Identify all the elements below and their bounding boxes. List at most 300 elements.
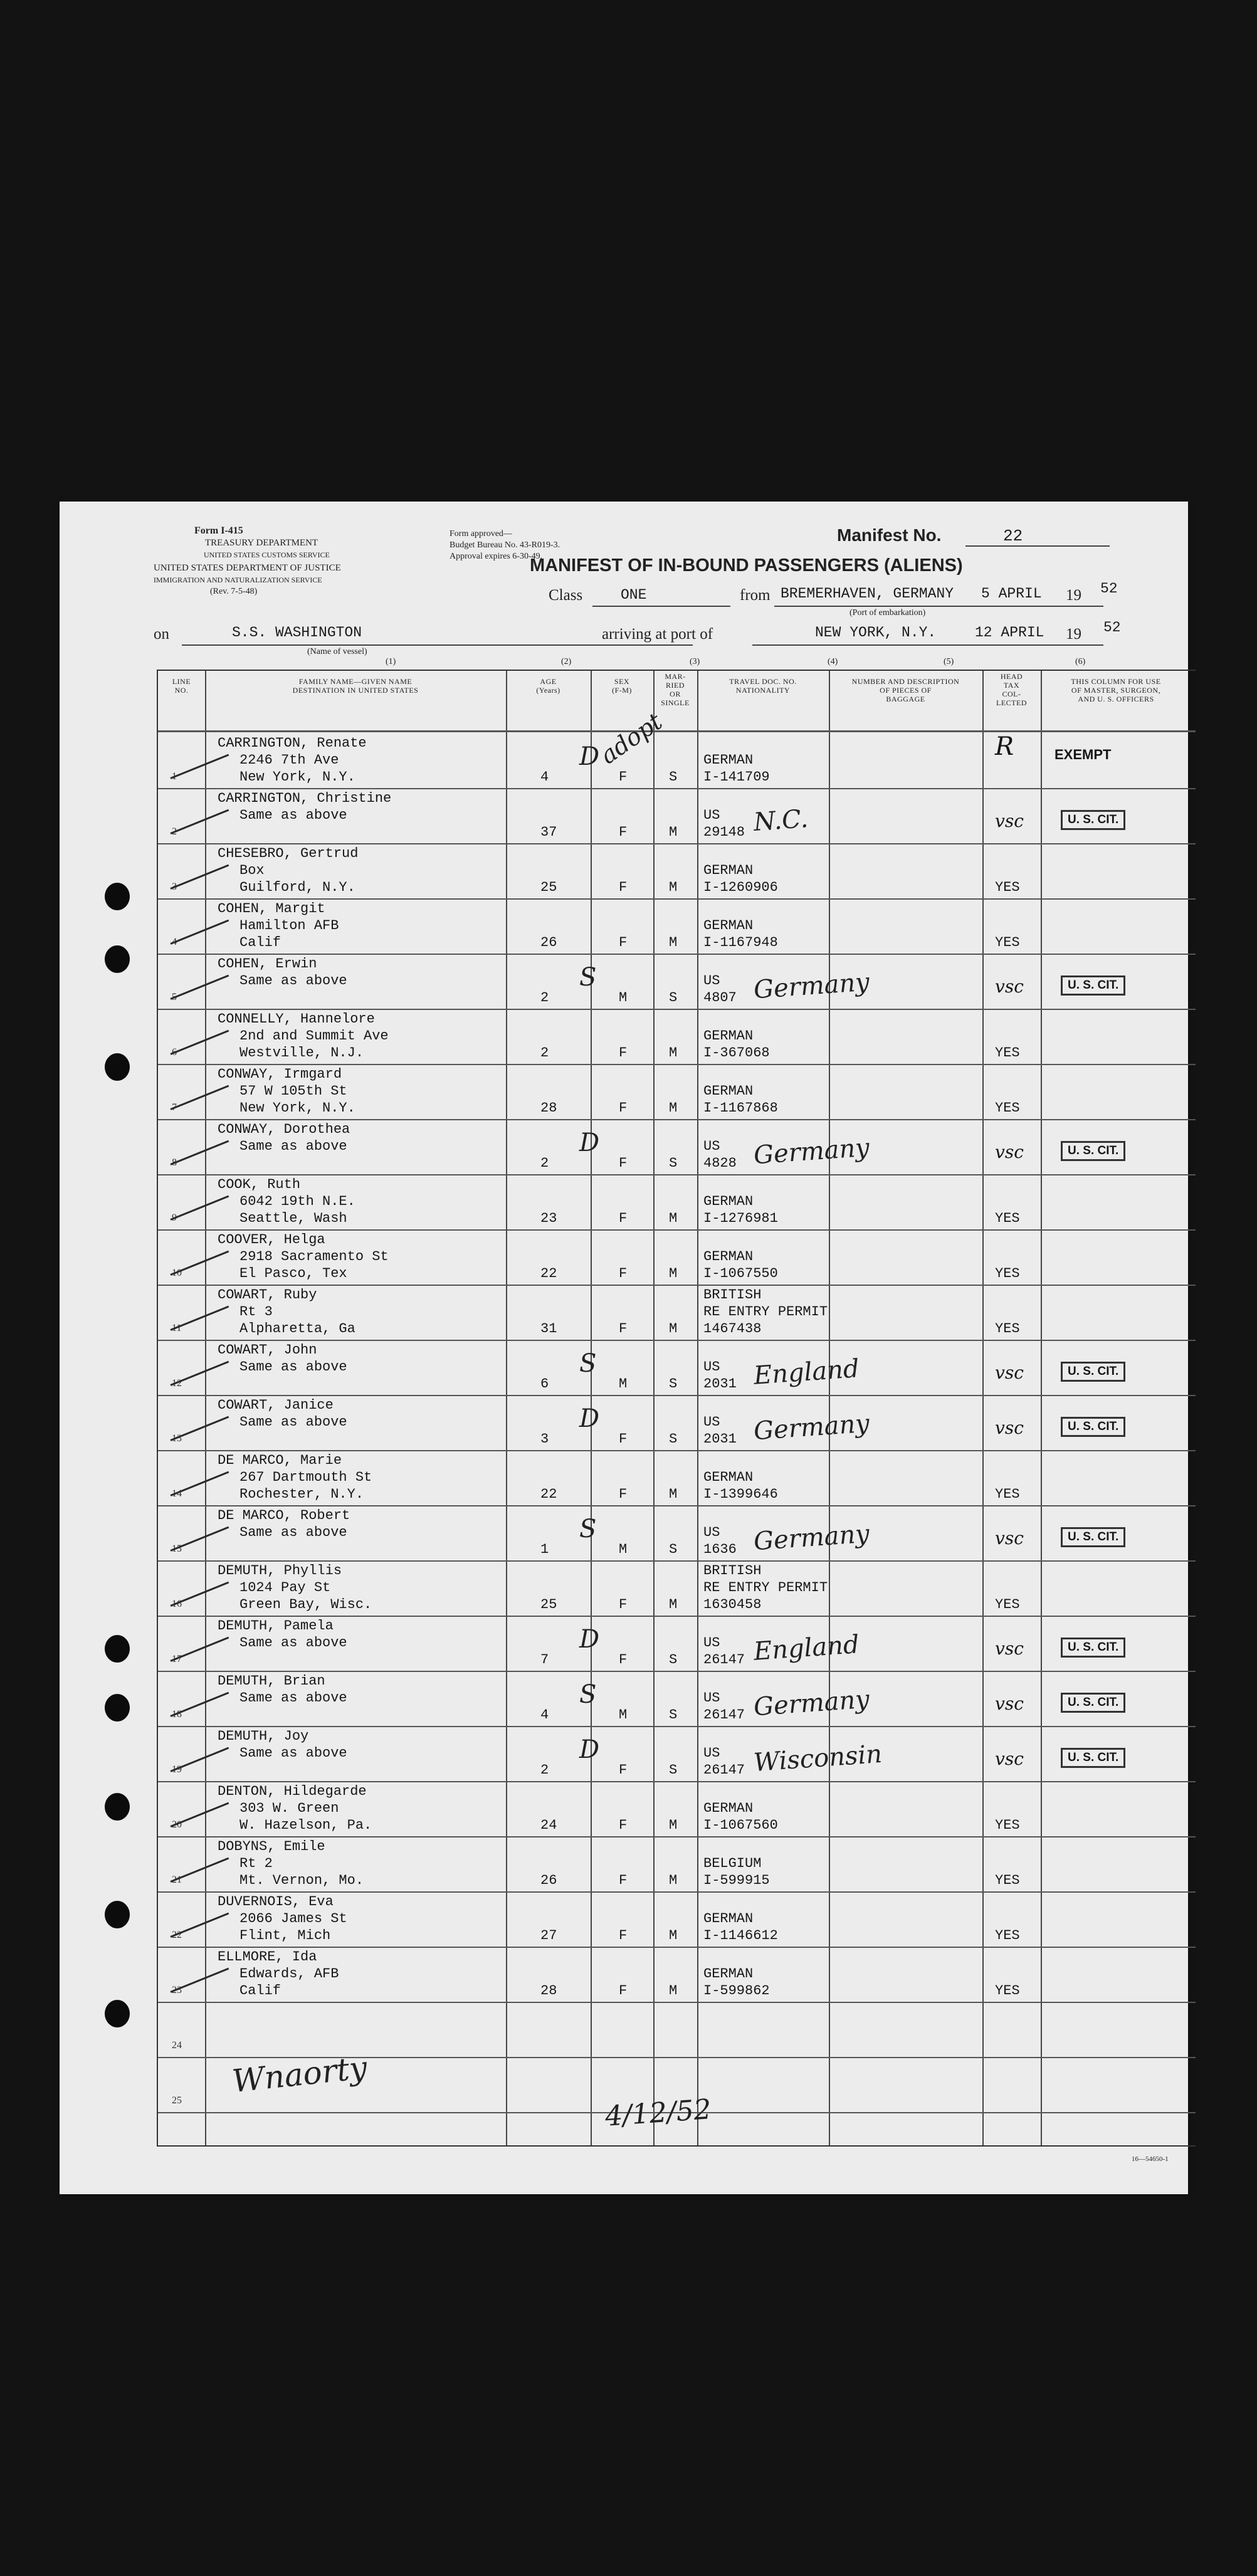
check-mark-icon <box>170 1030 229 1055</box>
handwritten-note: England <box>752 1354 860 1391</box>
table-row <box>158 954 1196 1009</box>
dept-treasury: TREASURY DEPARTMENT <box>205 538 318 548</box>
check-mark-icon <box>170 1140 229 1165</box>
sex: F <box>619 1100 628 1116</box>
city-line: New York, N.Y. <box>239 769 355 785</box>
sex: F <box>619 1431 628 1447</box>
table-row <box>158 1065 1196 1119</box>
arrival-line <box>752 644 1103 646</box>
address-line: 1024 Pay St <box>239 1580 331 1596</box>
address-line: 6042 19th N.E. <box>239 1194 355 1209</box>
marital-status: M <box>669 1928 678 1943</box>
table-row <box>158 1892 1196 1947</box>
passenger-name: COOVER, Helga <box>218 1232 325 1248</box>
city-line: Westville, N.J. <box>239 1045 364 1061</box>
sex: M <box>619 1376 628 1392</box>
sex: F <box>619 1983 628 1999</box>
age: 6 <box>540 1376 549 1392</box>
age: 7 <box>540 1652 549 1668</box>
head-tax: YES <box>995 1597 1020 1612</box>
from-line <box>774 606 1103 607</box>
row-line-no: 2 <box>172 826 177 837</box>
dept-justice-sub: IMMIGRATION AND NATURALIZATION SERVICE <box>154 576 322 584</box>
handwritten-sex-mark: S <box>579 963 597 992</box>
vessel-name: S.S. WASHINGTON <box>232 624 362 641</box>
row-line-no: 23 <box>172 1985 182 1995</box>
punch-hole <box>105 1793 130 1821</box>
row-line-no: 9 <box>172 1212 177 1223</box>
passenger-name: DOBYNS, Emile <box>218 1839 325 1854</box>
header-officers: THIS COLUMN FOR USE OF MASTER, SURGEON, AND U. S. OFFICERS <box>1071 677 1161 703</box>
row-line-no: 12 <box>172 1378 182 1389</box>
sex: F <box>619 1762 628 1778</box>
nationality: GERMAN <box>703 1801 754 1816</box>
sex: F <box>619 1045 628 1061</box>
nationality: US <box>703 1359 720 1375</box>
punch-hole <box>105 1901 130 1928</box>
nationality: US <box>703 1138 720 1154</box>
arrival-date: 12 APRIL <box>975 624 1044 641</box>
check-mark-icon <box>170 754 229 779</box>
class-value: ONE <box>621 587 647 603</box>
passenger-name: DEMUTH, Phyllis <box>218 1563 342 1579</box>
document-no: 29148 <box>703 824 745 840</box>
marital-status: S <box>669 769 678 785</box>
nationality: GERMAN <box>703 1469 754 1485</box>
head-tax: vsc <box>995 1638 1024 1659</box>
check-mark-icon <box>170 1251 229 1276</box>
arrival-year: 52 <box>1103 619 1121 636</box>
header-travel-doc: TRAVEL DOC. NO. NATIONALITY <box>729 677 797 695</box>
punch-hole <box>105 2000 130 2027</box>
age: 2 <box>540 1045 549 1061</box>
nationality: GERMAN <box>703 1194 754 1209</box>
check-mark-icon <box>170 1196 229 1221</box>
col-number: (6) <box>1075 657 1086 666</box>
us-citizen-stamp: U. S. CIT. <box>1061 975 1125 996</box>
marital-status: M <box>669 1817 678 1833</box>
address-line: Rt 2 <box>239 1856 273 1871</box>
marital-status: S <box>669 1707 678 1723</box>
head-tax: YES <box>995 1100 1020 1116</box>
address-line: Same as above <box>239 973 347 989</box>
row-line-no: 16 <box>172 1599 182 1609</box>
passenger-name: CARRINGTON, Christine <box>218 791 392 806</box>
table-row <box>158 2002 1196 2057</box>
nationality: GERMAN <box>703 1249 754 1264</box>
col-number: (2) <box>561 657 572 666</box>
table-row <box>158 1175 1196 1229</box>
head-tax: vsc <box>995 1417 1024 1438</box>
nationality: US <box>703 1690 720 1706</box>
handwritten-sex-mark: D <box>579 1625 600 1654</box>
head-tax: R <box>995 732 1014 761</box>
dept-justice: UNITED STATES DEPARTMENT OF JUSTICE <box>154 563 341 573</box>
marital-status: M <box>669 1266 678 1281</box>
nationality: US <box>703 973 720 989</box>
sex: F <box>619 880 628 895</box>
document-no: I-1146612 <box>703 1928 778 1943</box>
age: 28 <box>540 1983 557 1999</box>
us-citizen-stamp: U. S. CIT. <box>1061 1638 1125 1658</box>
marital-status: M <box>669 824 678 840</box>
check-mark-icon <box>170 975 229 1000</box>
check-mark-icon <box>170 1416 229 1441</box>
header-head-tax: HEAD TAX COL- LECTED <box>996 672 1027 707</box>
age: 24 <box>540 1817 557 1833</box>
table-row <box>158 1782 1196 1836</box>
sex: F <box>619 1155 628 1171</box>
head-tax: vsc <box>995 1693 1024 1714</box>
sex: F <box>619 1817 628 1833</box>
us-citizen-stamp: U. S. CIT. <box>1061 1748 1125 1768</box>
age: 2 <box>540 990 549 1006</box>
table-row <box>158 1340 1196 1395</box>
table-row <box>158 899 1196 954</box>
age: 22 <box>540 1266 557 1281</box>
handwritten-note: Germany <box>752 1409 871 1446</box>
marital-status: M <box>669 1873 678 1888</box>
document-no: 1636 <box>703 1542 737 1557</box>
row-line-no: 3 <box>172 881 177 892</box>
city-line: El Pasco, Tex <box>239 1266 347 1281</box>
document-no-extra: 1467438 <box>703 1321 762 1337</box>
city-line: Mt. Vernon, Mo. <box>239 1873 364 1888</box>
nationality: GERMAN <box>703 1028 754 1044</box>
officer-note: EXEMPT <box>1055 747 1112 762</box>
punch-hole <box>105 1694 130 1722</box>
check-mark-icon <box>170 1085 229 1110</box>
marital-status: S <box>669 1652 678 1668</box>
manifest-no: 22 <box>1003 527 1023 545</box>
head-tax: YES <box>995 880 1020 895</box>
age: 22 <box>540 1486 557 1502</box>
check-mark-icon <box>170 1858 229 1883</box>
head-tax: YES <box>995 1266 1020 1281</box>
handwritten-sex-mark: D <box>579 1404 600 1433</box>
passenger-name: CARRINGTON, Renate <box>218 735 367 751</box>
arriving-label: arriving at port of <box>602 626 713 643</box>
us-citizen-stamp: U. S. CIT. <box>1061 810 1125 830</box>
address-line: 2918 Sacramento St <box>239 1249 389 1264</box>
address-line: 2nd and Summit Ave <box>239 1028 389 1044</box>
passenger-name: DEMUTH, Joy <box>218 1728 309 1744</box>
document-no: I-1276981 <box>703 1211 778 1226</box>
table-row <box>158 1671 1196 1726</box>
head-tax: YES <box>995 1817 1020 1833</box>
row-line-no: 4 <box>172 937 177 947</box>
address-line: Same as above <box>239 1359 347 1375</box>
table-row <box>158 1506 1196 1560</box>
us-citizen-stamp: U. S. CIT. <box>1061 1362 1125 1382</box>
head-tax: YES <box>995 1983 1020 1999</box>
row-line-no: 18 <box>172 1709 182 1720</box>
city-line: Calif <box>239 1983 281 1999</box>
head-tax: vsc <box>995 1142 1024 1162</box>
head-tax: vsc <box>995 811 1024 831</box>
document-no: RE ENTRY PERMIT <box>703 1304 828 1320</box>
header-sex: SEX (F-M) <box>612 677 632 695</box>
passenger-name: COWART, John <box>218 1342 317 1358</box>
sex: M <box>619 1707 628 1723</box>
sex: F <box>619 1321 628 1337</box>
check-mark-icon <box>170 1471 229 1496</box>
check-mark-icon <box>170 1747 229 1772</box>
document-no: I-141709 <box>703 769 770 785</box>
city-line: Calif <box>239 935 281 950</box>
document-no-extra: 1630458 <box>703 1597 762 1612</box>
city-line: W. Hazelson, Pa. <box>239 1817 372 1833</box>
nationality: BRITISH <box>703 1287 762 1303</box>
marital-status: M <box>669 1321 678 1337</box>
punch-hole <box>105 883 130 910</box>
passenger-name: COWART, Janice <box>218 1397 334 1413</box>
marital-status: S <box>669 1542 678 1557</box>
age: 31 <box>540 1321 557 1337</box>
address-line: Same as above <box>239 1414 347 1430</box>
city-line: Guilford, N.Y. <box>239 880 355 895</box>
table-row <box>158 1947 1196 2002</box>
document-no: 26147 <box>703 1762 745 1778</box>
arrival-year-prefix: 19 <box>1066 626 1081 643</box>
marital-status: M <box>669 1211 678 1226</box>
marital-status: S <box>669 990 678 1006</box>
document-no: 4807 <box>703 990 737 1006</box>
row-line-no: 14 <box>172 1488 182 1499</box>
sex: M <box>619 1542 628 1557</box>
head-tax: YES <box>995 1928 1020 1943</box>
manifest-title: MANIFEST OF IN-BOUND PASSENGERS (ALIENS) <box>530 555 963 576</box>
check-mark-icon <box>170 1968 229 1993</box>
sex: F <box>619 1266 628 1281</box>
table-row <box>158 1837 1196 1891</box>
check-mark-icon <box>170 1306 229 1331</box>
nationality: GERMAN <box>703 1966 754 1982</box>
address-line: Same as above <box>239 1138 347 1154</box>
row-line-no: 25 <box>172 2095 182 2106</box>
marital-status: S <box>669 1155 678 1171</box>
document-no: 2031 <box>703 1431 737 1447</box>
class-line <box>592 606 730 607</box>
address-line: Same as above <box>239 1690 347 1706</box>
from-port: BREMERHAVEN, GERMANY <box>781 586 954 602</box>
age: 2 <box>540 1762 549 1778</box>
footer-code: 16—54650-1 <box>1132 2155 1169 2163</box>
check-mark-icon <box>170 920 229 945</box>
handwritten-note: Germany <box>752 1519 871 1557</box>
head-tax: vsc <box>995 1748 1024 1769</box>
header-divider <box>158 730 1196 732</box>
marital-status: M <box>669 1983 678 1999</box>
arrival-port: NEW YORK, N.Y. <box>815 624 937 641</box>
table-row <box>158 1230 1196 1285</box>
handwritten-note: N.C. <box>752 804 809 837</box>
head-tax: vsc <box>995 1528 1024 1548</box>
approval-line-2: Budget Bureau No. 43-R019-3. <box>450 540 560 550</box>
age: 28 <box>540 1100 557 1116</box>
col-number: (5) <box>944 657 954 666</box>
us-citizen-stamp: U. S. CIT. <box>1061 1693 1125 1713</box>
us-citizen-stamp: U. S. CIT. <box>1061 1527 1125 1547</box>
age: 27 <box>540 1928 557 1943</box>
address-line: Same as above <box>239 1525 347 1540</box>
depart-year-prefix: 19 <box>1066 587 1081 604</box>
handwritten-sex-mark: S <box>579 1680 597 1709</box>
head-tax: YES <box>995 1873 1020 1888</box>
document-no: I-599915 <box>703 1873 770 1888</box>
address-line: Box <box>239 863 265 878</box>
sex: F <box>619 1486 628 1502</box>
header-line-no: LINE NO. <box>172 677 191 695</box>
signature: Wnaorty <box>230 2049 369 2100</box>
check-mark-icon <box>170 1361 229 1386</box>
address-line: Edwards, AFB <box>239 1966 339 1982</box>
handwritten-sex-mark: D <box>579 1735 600 1764</box>
document-no: 26147 <box>703 1707 745 1723</box>
nationality: GERMAN <box>703 863 754 878</box>
approval-line-1: Form approved— <box>450 529 512 539</box>
punch-hole <box>105 945 130 973</box>
document-no: I-367068 <box>703 1045 770 1061</box>
row-line-no: 8 <box>172 1157 177 1168</box>
marital-status: M <box>669 935 678 950</box>
age: 4 <box>540 769 549 785</box>
approval-line-3: Approval expires 6-30-49. <box>450 552 543 561</box>
passenger-name: DE MARCO, Marie <box>218 1453 342 1468</box>
head-tax: YES <box>995 935 1020 950</box>
marital-status: S <box>669 1762 678 1778</box>
check-mark-icon <box>170 1802 229 1827</box>
marital-status: M <box>669 1045 678 1061</box>
table-row <box>158 1616 1196 1671</box>
age: 2 <box>540 1155 549 1171</box>
age: 26 <box>540 935 557 950</box>
passenger-name: COWART, Ruby <box>218 1287 317 1303</box>
passenger-name: DENTON, Hildegarde <box>218 1784 367 1799</box>
document-no: I-1399646 <box>703 1486 778 1502</box>
head-tax: vsc <box>995 1362 1024 1383</box>
col-number: (1) <box>386 657 396 666</box>
manifest-table <box>157 670 1196 2147</box>
city-line: Seattle, Wash <box>239 1211 347 1226</box>
address-line: 57 W 105th St <box>239 1083 347 1099</box>
nationality: BRITISH <box>703 1563 762 1579</box>
nationality: US <box>703 1745 720 1761</box>
sex: F <box>619 1597 628 1612</box>
row-line-no: 13 <box>172 1433 182 1444</box>
vessel-line <box>182 644 693 646</box>
table-row <box>158 1727 1196 1781</box>
check-mark-icon <box>170 865 229 890</box>
manifest-sheet <box>60 502 1188 2194</box>
row-line-no: 7 <box>172 1102 177 1113</box>
document-no: 2031 <box>703 1376 737 1392</box>
address-line: Rt 3 <box>239 1304 273 1320</box>
header-name: FAMILY NAME—GIVEN NAME DESTINATION IN UNITED STATES <box>292 677 419 695</box>
document-no: RE ENTRY PERMIT <box>703 1580 828 1596</box>
from-label: from <box>740 587 771 604</box>
passenger-name: ELLMORE, Ida <box>218 1949 317 1965</box>
passenger-name: CHESEBRO, Gertrud <box>218 846 359 861</box>
address-line: 2246 7th Ave <box>239 752 339 768</box>
row-line-no: 10 <box>172 1268 182 1278</box>
row-line-no: 24 <box>172 2040 182 2051</box>
sex: F <box>619 824 628 840</box>
passenger-name: DEMUTH, Brian <box>218 1673 325 1689</box>
table-row <box>158 1120 1196 1174</box>
col-number: (4) <box>828 657 838 666</box>
document-no: I-1167868 <box>703 1100 778 1116</box>
nationality: US <box>703 1635 720 1651</box>
header-baggage: NUMBER AND DESCRIPTION OF PIECES OF BAGGAGE <box>851 677 960 703</box>
document-no: I-1067550 <box>703 1266 778 1281</box>
passenger-name: CONWAY, Irmgard <box>218 1066 342 1082</box>
row-line-no: 6 <box>172 1047 177 1058</box>
document-no: 26147 <box>703 1652 745 1668</box>
age: 4 <box>540 1707 549 1723</box>
document-no: I-1067560 <box>703 1817 778 1833</box>
check-mark-icon <box>170 1692 229 1717</box>
us-citizen-stamp: U. S. CIT. <box>1061 1141 1125 1161</box>
passenger-name: DE MARCO, Robert <box>218 1508 350 1523</box>
address-line: Same as above <box>239 1635 347 1651</box>
table-row <box>158 707 1196 788</box>
document-no: I-1260906 <box>703 880 778 895</box>
marital-status: M <box>669 1486 678 1502</box>
passenger-name: DEMUTH, Pamela <box>218 1618 334 1634</box>
manifest-no-label: Manifest No. <box>837 525 942 545</box>
nationality: GERMAN <box>703 752 754 768</box>
table-row <box>158 1285 1196 1340</box>
us-citizen-stamp: U. S. CIT. <box>1061 1417 1125 1437</box>
signature-date: 4/12/52 <box>604 2093 713 2133</box>
handwritten-note: Germany <box>752 1685 871 1722</box>
table-row <box>158 1561 1196 1616</box>
head-tax: YES <box>995 1211 1020 1226</box>
handwritten-sex-mark: S <box>579 1515 597 1543</box>
age: 26 <box>540 1873 557 1888</box>
address-line: 267 Dartmouth St <box>239 1469 372 1485</box>
age: 25 <box>540 1597 557 1612</box>
city-line: New York, N.Y. <box>239 1100 355 1116</box>
check-mark-icon <box>170 1527 229 1552</box>
city-line: Rochester, N.Y. <box>239 1486 364 1502</box>
row-line-no: 11 <box>172 1323 182 1333</box>
address-line: Same as above <box>239 1745 347 1761</box>
handwritten-note: Germany <box>752 967 871 1005</box>
row-line-no: 21 <box>172 1874 182 1885</box>
address-line: Same as above <box>239 807 347 823</box>
row-line-no: 17 <box>172 1654 182 1664</box>
check-mark-icon <box>170 809 229 834</box>
marital-status: S <box>669 1431 678 1447</box>
head-tax: YES <box>995 1045 1020 1061</box>
row-line-no: 22 <box>172 1930 182 1940</box>
passenger-name: CONNELLY, Hannelore <box>218 1011 375 1027</box>
handwritten-sex-mark: D <box>579 1128 600 1157</box>
address-line: Hamilton AFB <box>239 918 339 933</box>
marital-status: M <box>669 1100 678 1116</box>
passenger-name: COOK, Ruth <box>218 1177 301 1192</box>
nationality: GERMAN <box>703 1911 754 1927</box>
passenger-name: DUVERNOIS, Eva <box>218 1894 334 1910</box>
city-line: Alpharetta, Ga <box>239 1321 355 1337</box>
marital-status: S <box>669 1376 678 1392</box>
handwritten-note: adopt <box>595 707 668 770</box>
vessel-label: (Name of vessel) <box>307 647 367 656</box>
punch-hole <box>105 1053 130 1081</box>
departure-date: 5 APRIL <box>981 586 1042 602</box>
